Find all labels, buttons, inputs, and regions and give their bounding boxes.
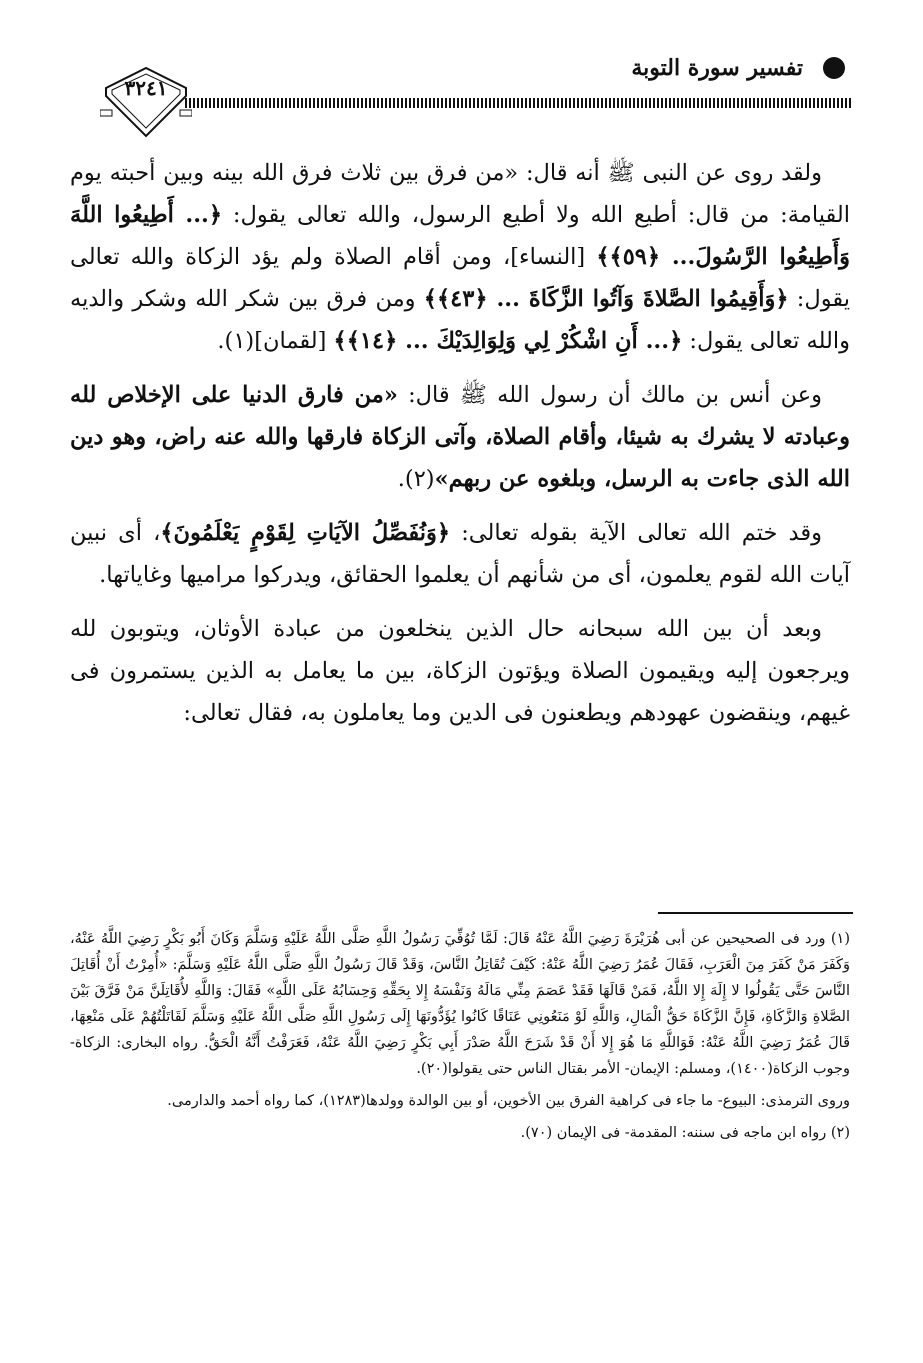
quran-verse: ﴿... أَنِ اشْكُرْ لِي وَلِوَالِدَيْكَ ... ﴿١٤﴾﴾ bbox=[333, 328, 683, 354]
text-segment: ولقد روى عن النبى ﷺ أنه قال: «من فرق بين ثلاث فرق الله بينه وبين أحبته يوم القيامة: من قال: أطيع الله ولا أطيع الرسول، والله تعالى يقول: bbox=[70, 160, 850, 228]
text-segment: [لقمان](١). bbox=[217, 328, 334, 354]
paragraph-2 bbox=[70, 374, 850, 500]
paragraph-4: وبعد أن بين الله سبحانه حال الذين ينخلعون من عبادة الأوثان، ويتوبون لله ويرجعون إليه ويقيمون الصلاة ويؤتون الزكاة، بين ما يعامل به الذين يستمرون فى غيهم، وينقضون عهودهم ويطعنون فى الدين وما يعاملون به، فقال تعالى: bbox=[70, 616, 850, 726]
quran-verse: ﴿وَنُفَصِّلُ الآيَاتِ لِقَوْمٍ يَعْلَمُونَ﴾ bbox=[160, 520, 451, 546]
footnote-1: (١) ورد فى الصحيحين عن أبى هُرَيْرَةَ رَضِيَ اللَّهُ عَنْهُ قَالَ: لَمَّا تُوُفِّيَ رَسُولُ اللَّهِ صَلَّى اللَّهُ عَلَيْهِ وَسَلَّمَ وَكَانَ أَبُو بَكْرٍ رَضِيَ اللَّهُ عَنْهُ، وَكَفَرَ مَنْ كَفَرَ مِنَ الْعَرَبِ، فَقَالَ عُمَرُ رَضِيَ اللَّهُ عَنْهُ: كَيْفَ تُقَاتِلُ النَّاسَ، وَقَدْ قَالَ رَسُولُ اللَّهِ صَلَّى اللَّهُ عَلَيْهِ وَسَلَّمَ: «أُمِرْتُ أَنْ أُقَاتِلَ النَّاسَ حَتَّى يَقُولُوا لا إِلَهَ إِلا اللَّهُ، فَمَنْ قَالَهَا فَقَدْ عَصَمَ مِنِّي مَالَهُ وَنَفْسَهُ إِلا بِحَقِّهِ وَحِسَابُهُ عَلَى اللَّهِ» فَقَالَ: وَاللَّهِ لأُقَاتِلَنَّ مَنْ فَرَّقَ بَيْنَ الصَّلاةِ وَالزَّكَاةِ، فَإِنَّ الزَّكَاةَ حَقُّ الْمَالِ، وَاللَّهِ لَوْ مَنَعُونِي عَنَاقًا كَانُوا يُؤَدُّونَهَا إِلَى رَسُولِ اللَّهِ صَلَّى اللَّهُ عَلَيْهِ وَسَلَّمَ لَقَاتَلْتُهُمْ عَلَى مَنْعِهَا، قَالَ عُمَرُ رَضِيَ اللَّهُ عَنْهُ: فَوَاللَّهِ مَا هُوَ إِلا أَنْ قَدْ شَرَحَ اللَّهُ صَدْرَ أَبِي بَكْرٍ رَضِيَ اللَّهُ عَنْهُ، فَعَرَفْتُ أَنَّهُ الْحَقُّ. رواه البخارى: الزكاة- وجوب الزكاة(١٤٠٠)، ومسلم: الإيمان- الأمر بقتال الناس حتى يقولوا(٢٠). bbox=[70, 931, 850, 1077]
footnote-divider bbox=[658, 912, 853, 914]
page-number: ٣٢٤١ bbox=[124, 76, 168, 100]
paragraph-3 bbox=[70, 512, 850, 596]
text-segment: ، أى نبين آيات الله لقوم يعلمون، أى من شأنهم أن يعلموا الحقائق، ويدركوا مراميها وغاياتها. bbox=[70, 520, 850, 588]
text-segment: [النساء]، ومن أقام الصلاة ولم يؤد الزكاة والله تعالى يقول: bbox=[70, 244, 850, 312]
quran-verse: ﴿وَأَقِيمُوا الصَّلاةَ وَآتُوا الزَّكَاةَ ... ﴿٤٣﴾﴾ bbox=[423, 286, 789, 312]
quran-verse: ﴿... أَطِيعُوا اللَّهَ وَأَطِيعُوا الرَّسُولَ... ﴿٥٩﴾﴾ bbox=[70, 202, 850, 270]
hadith-quote: «من فارق الدنيا على الإخلاص لله وعبادته لا يشرك به شيئا، وأقام الصلاة، وآتى الزكاة فارقها والله عنه راض، وهو دين الله الذى جاءت به الرسل، وبلغوه عن ربهم» bbox=[70, 382, 850, 492]
main-text bbox=[70, 152, 850, 746]
header-ornament-icon bbox=[823, 57, 845, 79]
footnote-1-continued: وروى الترمذى: البيوع- ما جاء فى كراهية الفرق بين الأخوين، أو بين الوالدة وولدها(١٢٨٣)، كما رواه أحمد والدارمى. bbox=[167, 1093, 850, 1109]
text-segment: وقد ختم الله تعالى الآية بقوله تعالى: bbox=[450, 520, 822, 546]
footnote-ref: (٢). bbox=[397, 466, 435, 492]
text-segment: ومن فرق بين شكر الله وشكر والديه والله تعالى يقول: bbox=[70, 286, 850, 354]
footnote-2: (٢) رواه ابن ماجه فى سننه: المقدمة- فى الإيمان (٧٠). bbox=[520, 1125, 850, 1141]
page-title: تفسير سورة التوبة bbox=[631, 55, 803, 81]
footnotes bbox=[70, 926, 850, 1152]
text-segment: وعن أنس بن مالك أن رسول الله ﷺ قال: bbox=[397, 382, 823, 408]
paragraph-1 bbox=[70, 152, 850, 362]
header-rule bbox=[185, 98, 853, 108]
